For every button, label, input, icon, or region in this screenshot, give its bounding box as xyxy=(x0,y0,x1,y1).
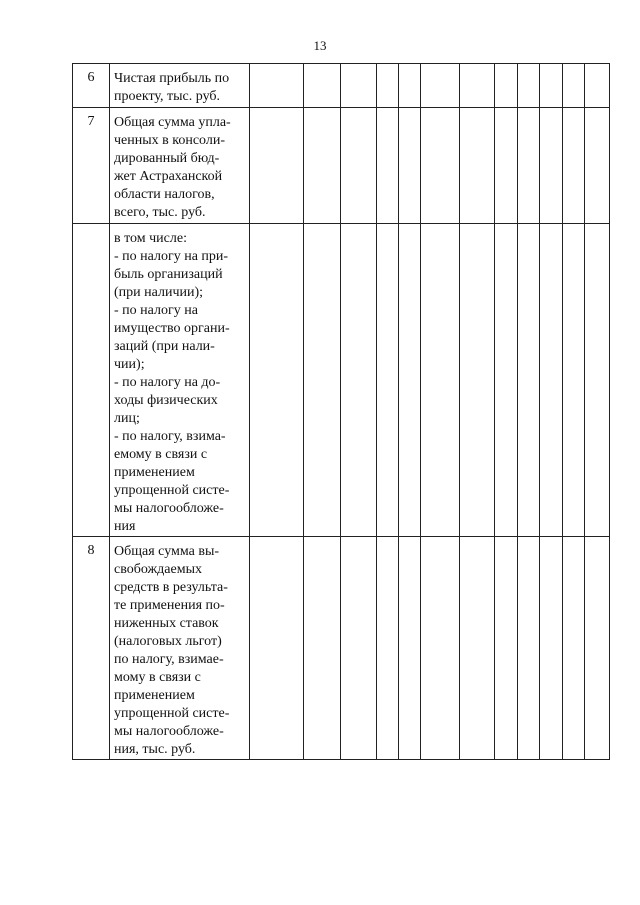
table-cell xyxy=(585,224,610,537)
row-description: Общая сумма вы- свобождаемых средств в результа- те применения по- ниженных ставок (налоговых льгот) по налогу, взимае- мому в связи с применением упрощенной систе- мы налогообложе- ния, тыс. руб. xyxy=(110,537,250,760)
row-number xyxy=(73,224,110,537)
table-cell xyxy=(421,537,460,760)
table-row xyxy=(73,64,610,108)
table-cell xyxy=(540,108,563,224)
table-cell xyxy=(540,537,563,760)
table-cell xyxy=(250,108,304,224)
table-cell xyxy=(495,108,518,224)
table-cell xyxy=(460,224,495,537)
table-cell xyxy=(518,537,540,760)
table-cell xyxy=(540,224,563,537)
table-cell xyxy=(341,108,377,224)
table-cell xyxy=(377,64,399,108)
table-cell xyxy=(421,224,460,537)
row-description: Общая сумма упла- ченных в консоли- дированный бюд- жет Астраханской области налогов, всего, тыс. руб. xyxy=(110,108,250,224)
table-cell xyxy=(304,537,341,760)
table-cell xyxy=(304,224,341,537)
table-cell xyxy=(460,108,495,224)
table-cell xyxy=(563,537,585,760)
table-cell xyxy=(304,64,341,108)
table-cell xyxy=(585,64,610,108)
table-cell xyxy=(495,224,518,537)
table-cell xyxy=(341,64,377,108)
table-cell xyxy=(399,537,421,760)
table-cell xyxy=(585,537,610,760)
row-description: Чистая прибыль по проекту, тыс. руб. xyxy=(110,64,250,108)
report-table xyxy=(72,63,610,760)
table-cell xyxy=(250,64,304,108)
row-number: 6 xyxy=(73,64,110,108)
table-cell xyxy=(377,537,399,760)
table-row xyxy=(73,224,610,537)
table-cell xyxy=(421,64,460,108)
row-number: 8 xyxy=(73,537,110,760)
table-cell xyxy=(250,537,304,760)
table-cell xyxy=(495,537,518,760)
row-number: 7 xyxy=(73,108,110,224)
table-cell xyxy=(399,224,421,537)
table-cell xyxy=(585,108,610,224)
table-cell xyxy=(304,108,341,224)
table-cell xyxy=(460,537,495,760)
table-cell xyxy=(399,108,421,224)
table-cell xyxy=(518,108,540,224)
table-cell xyxy=(518,64,540,108)
table-cell xyxy=(563,108,585,224)
table-row xyxy=(73,537,610,760)
table-row xyxy=(73,108,610,224)
table-cell xyxy=(460,64,495,108)
table-cell xyxy=(377,224,399,537)
page-number: 13 xyxy=(313,38,327,53)
table-cell xyxy=(250,224,304,537)
table-cell xyxy=(495,64,518,108)
table-cell xyxy=(399,64,421,108)
table-cell xyxy=(421,108,460,224)
table-cell xyxy=(341,537,377,760)
table-cell xyxy=(563,64,585,108)
table-cell xyxy=(540,64,563,108)
table-cell xyxy=(377,108,399,224)
table-cell xyxy=(563,224,585,537)
table-cell xyxy=(341,224,377,537)
row-description: в том числе: - по налогу на при- быль организаций (при наличии); - по налогу на имущество органи- заций (при нали- чии); - по налогу на до- ходы физических лиц; - по налогу, взима- емому в связи с применением упрощенной систе- мы налогообложе- ния xyxy=(110,224,250,537)
table-cell xyxy=(518,224,540,537)
